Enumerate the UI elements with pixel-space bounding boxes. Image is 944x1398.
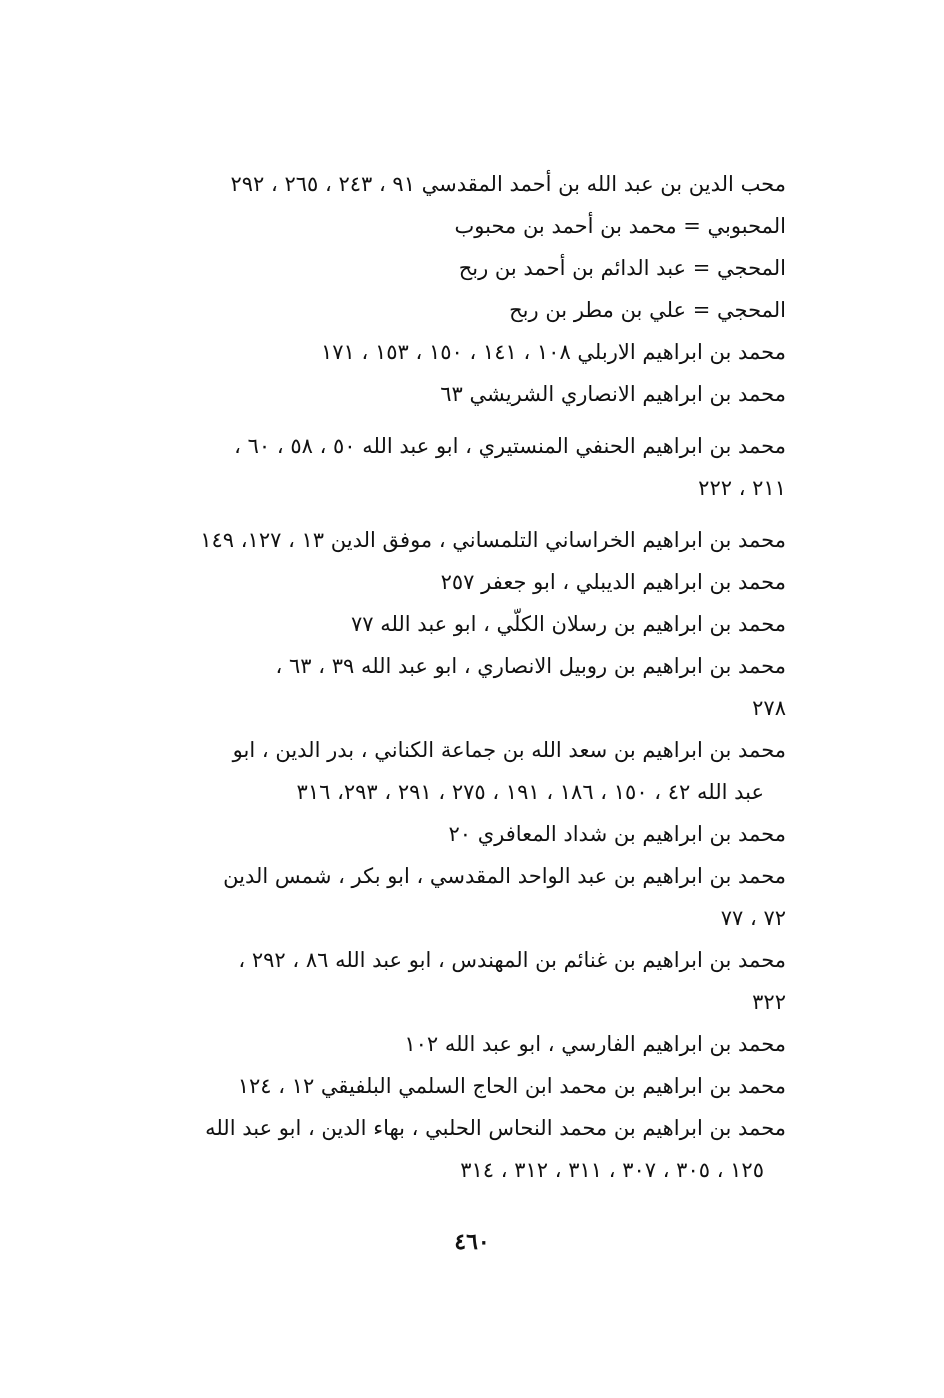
index-entry	[136, 855, 786, 939]
entry-line: المحجي = عبد الدائم بن أحمد بن ربح	[458, 256, 786, 280]
entry-line: عبد الله ٤٢ ، ١٥٠ ، ١٨٦ ، ١٩١ ، ٢٧٥ ، ٢٩١ ، ٢٩٣، ٣١٦	[296, 780, 764, 804]
entry-line: ٢١١ ، ٢٢٢	[698, 476, 786, 500]
index-entry	[136, 247, 786, 289]
entry-line: محمد بن ابراهيم بن رسلان الكلّي ، ابو عبد الله ٧٧	[350, 612, 786, 636]
entry-line: ٧٢ ، ٧٧	[720, 906, 786, 930]
index-entry	[136, 729, 786, 813]
index-entry	[136, 163, 786, 205]
index-entry	[136, 1107, 786, 1191]
index-entry	[136, 1065, 786, 1107]
page-number: ٤٦٠	[454, 1229, 490, 1255]
entry-line: محمد بن ابراهيم الاربلي ١٠٨ ، ١٤١ ، ١٥٠ ، ١٥٣ ، ١٧١	[320, 340, 786, 364]
entry-line: محمد بن ابراهيم بن غنائم بن المهندس ، ابو عبد الله ٨٦ ، ٢٩٢ ،	[238, 948, 786, 972]
index-entry	[136, 813, 786, 855]
entry-line: محمد بن ابراهيم بن سعد الله بن جماعة الكناني ، بدر الدين ، ابو	[232, 738, 786, 762]
index-entry	[136, 645, 786, 729]
entry-line: محمد بن ابراهيم الفارسي ، ابو عبد الله ١٠٢	[404, 1032, 786, 1056]
entry-line: محمد بن ابراهيم الانصاري الشريشي ٦٣	[440, 382, 786, 406]
index-entry	[136, 561, 786, 603]
entry-line: المحبوبي = محمد بن أحمد بن محبوب	[454, 214, 786, 238]
index-entry	[136, 1023, 786, 1065]
entry-line: محمد بن ابراهيم الخراساني التلمساني ، موفق الدين ١٣ ، ١٢٧، ١٤٩	[200, 528, 786, 552]
index-entry	[136, 289, 786, 331]
index-entry	[136, 603, 786, 645]
entry-line: محمد بن ابراهيم بن عبد الواحد المقدسي ، ابو بكر ، شمس الدين	[223, 864, 786, 888]
entry-line: المحجي = علي بن مطر بن ربح	[509, 298, 786, 322]
index-entry	[136, 331, 786, 373]
index-entry	[136, 373, 786, 415]
entry-line: ٢٧٨	[752, 696, 786, 720]
index-entry	[136, 519, 786, 561]
index-entries	[136, 163, 786, 1191]
entry-line: محمد بن ابراهيم بن شداد المعافري ٢٠	[448, 822, 786, 846]
entry-line: ١٢٥ ، ٣٠٥ ، ٣٠٧ ، ٣١١ ، ٣١٢ ، ٣١٤	[460, 1158, 764, 1182]
entry-line: محمد بن ابراهيم بن محمد ابن الحاج السلمي البلفيقي ١٢ ، ١٢٤	[237, 1074, 786, 1098]
index-entry	[136, 205, 786, 247]
index-entry	[136, 425, 786, 509]
entry-line: محمد بن ابراهيم الديبلي ، ابو جعفر ٢٥٧	[440, 570, 786, 594]
entry-line: ٣٢٢	[752, 990, 786, 1014]
entry-line: محمد بن ابراهيم بن روبيل الانصاري ، ابو عبد الله ٣٩ ، ٦٣ ،	[275, 654, 786, 678]
index-entry	[136, 939, 786, 1023]
entry-line: محمد بن ابراهيم بن محمد النحاس الحلبي ، بهاء الدين ، ابو عبد الله	[205, 1116, 786, 1140]
entry-line: محب الدين بن عبد الله بن أحمد المقدسي ٩١ ، ٢٤٣ ، ٢٦٥ ، ٢٩٢	[230, 172, 786, 196]
entry-line: محمد بن ابراهيم الحنفي المنستيري ، ابو عبد الله ٥٠ ، ٥٨ ، ٦٠ ،	[234, 434, 786, 458]
